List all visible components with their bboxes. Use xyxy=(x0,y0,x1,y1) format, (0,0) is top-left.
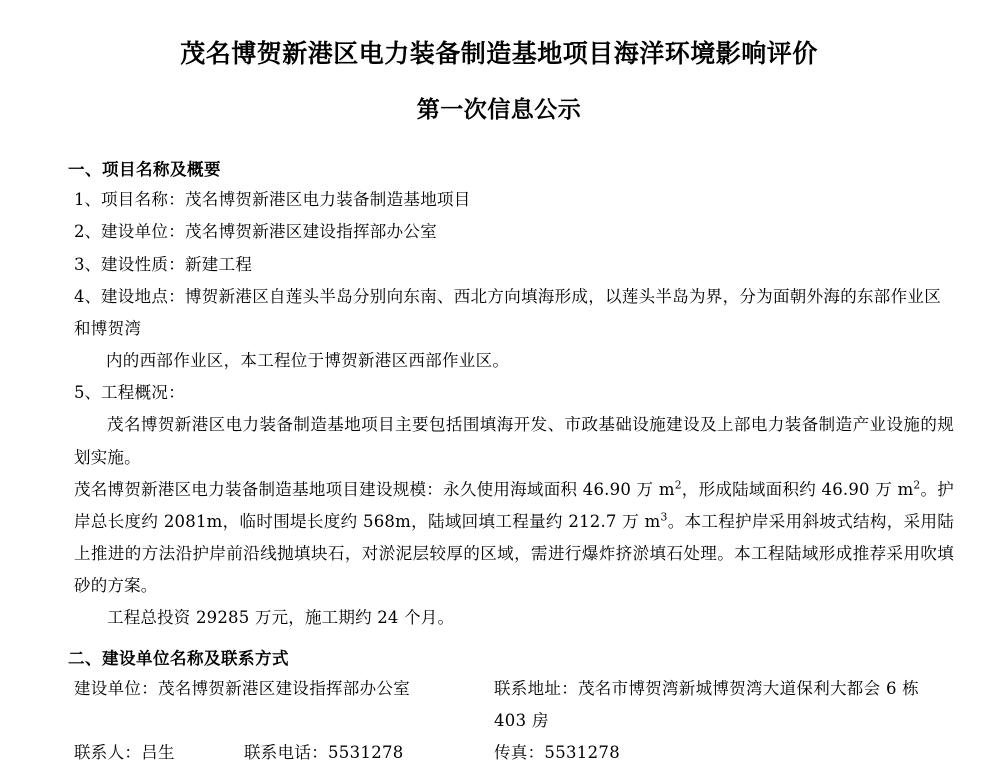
list-item-value: 博贺新港区自莲头半岛分别向东南、西北方向填海形成，以莲头半岛为界，分为面朝外海的东部作业区和博贺湾 xyxy=(74,286,941,338)
section-heading-2: 二、建设单位名称及联系方式 xyxy=(68,648,289,668)
contact-row-person-phone-fax xyxy=(44,737,954,769)
scale-text-d: 。本工程护岸采用斜坡式结构，采用陆上推进的方法沿护岸前沿线抛填块石，对淤泥层较厚的区域，需进行爆炸挤淤填石处理。本工程陆域形成推荐采用吹填砂的方案。 xyxy=(74,511,955,596)
scale-text-a: 茂名博贺新港区电力装备制造基地项目建设规模：永久使用海域面积 46.90 万 m xyxy=(74,479,675,499)
list-item xyxy=(44,184,954,216)
list-item-value: 茂名博贺新港区建设指挥部办公室 xyxy=(185,222,437,242)
paragraph-scale xyxy=(44,474,954,603)
paragraph-investment: 工程总投资 29285 万元，施工期约 24 个月。 xyxy=(107,608,455,628)
list-item-label: 建设单位： xyxy=(101,222,185,242)
list-item xyxy=(44,377,954,409)
contact-address xyxy=(494,673,954,737)
list-item-number: 3、 xyxy=(74,254,101,274)
superscript-volume: 3 xyxy=(660,510,668,524)
list-item-value: 茂名博贺新港区电力装备制造基地项目 xyxy=(185,190,471,210)
list-item-label: 工程概况： xyxy=(101,383,185,403)
contact-fax-label: 传真： xyxy=(494,743,545,762)
superscript-area-2: 2 xyxy=(913,478,921,492)
page-subtitle: 第一次信息公示 xyxy=(416,96,582,124)
list-item-number: 1、 xyxy=(74,190,101,210)
list-item-number: 4、 xyxy=(74,286,101,306)
list-item-label: 建设地点： xyxy=(101,286,185,306)
list-item-label: 建设性质： xyxy=(101,254,185,274)
scale-text-c: 。护岸总长度约 2081m，临时围堤长度约 568m，陆域回填工程量约 212.7 万 m xyxy=(74,479,955,531)
superscript-area-1: 2 xyxy=(674,478,682,492)
contact-address-value: 茂名市博贺湾新城博贺湾大道保利大都会 6 栋 403 房 xyxy=(494,678,920,730)
contact-address-label: 联系地址： xyxy=(494,678,578,698)
contact-person-label: 联系人： xyxy=(74,743,142,762)
list-item xyxy=(44,249,954,281)
list-item-number: 2、 xyxy=(74,222,101,242)
scale-text-b: ，形成陆域面积约 46.90 万 m xyxy=(681,479,914,499)
contact-person-value: 吕生 xyxy=(141,743,175,762)
contact-unit xyxy=(74,673,494,737)
contact-phone xyxy=(244,737,494,769)
list-item xyxy=(44,281,954,345)
list-item-number: 5、 xyxy=(74,383,101,403)
contact-fax xyxy=(494,737,954,769)
section-heading-1: 一、项目名称及概要 xyxy=(68,160,221,180)
contact-phone-label: 联系电话： xyxy=(244,743,328,762)
contact-person xyxy=(74,737,244,769)
list-item-label: 项目名称： xyxy=(101,190,185,210)
contact-unit-label: 建设单位： xyxy=(74,678,158,698)
list-item-value: 新建工程 xyxy=(185,254,253,274)
list-item-continuation: 内的西部作业区，本工程位于博贺新港区西部作业区。 xyxy=(106,351,510,371)
paragraph-overview: 茂名博贺新港区电力装备制造基地项目主要包括围填海开发、市政基础设施建设及上部电力装备制造产业设施的规划实施。 xyxy=(74,415,954,467)
contact-row-unit-address xyxy=(44,673,954,737)
contact-phone-value: 5531278 xyxy=(328,743,404,762)
contact-unit-value: 茂名博贺新港区建设指挥部办公室 xyxy=(158,678,410,698)
contact-fax-value: 5531278 xyxy=(544,743,620,762)
page-title: 茂名博贺新港区电力装备制造基地项目海洋环境影响评价 xyxy=(180,39,818,68)
list-item xyxy=(44,216,954,248)
